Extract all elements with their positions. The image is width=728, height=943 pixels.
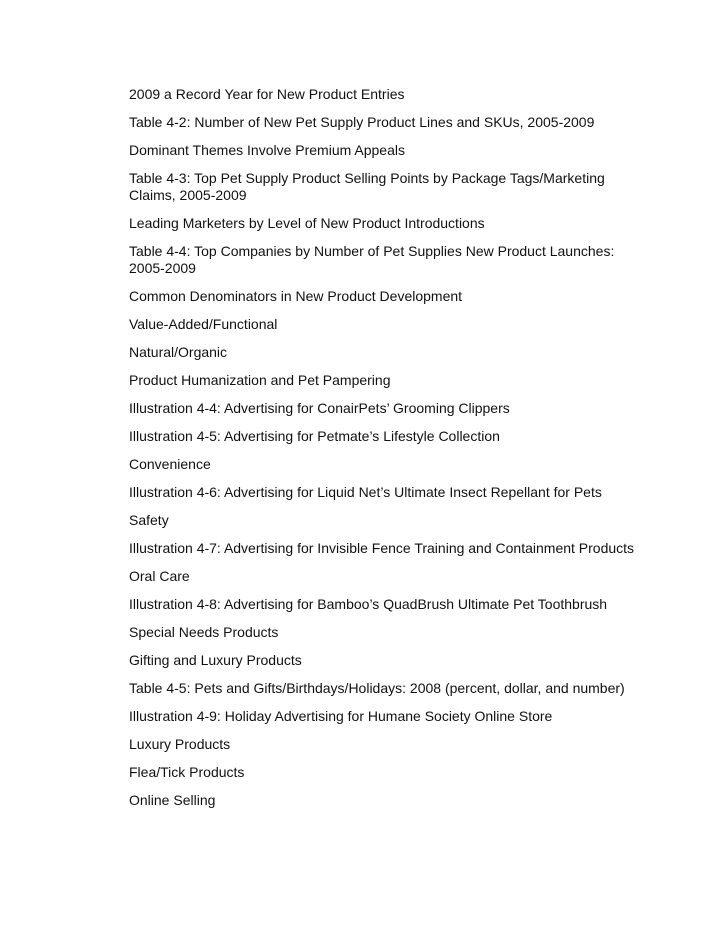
list-item: Oral Care — [129, 568, 190, 584]
list-item: Product Humanization and Pet Pampering — [129, 372, 391, 388]
list-item: Leading Marketers by Level of New Product Introductions — [129, 215, 485, 231]
list-item: Illustration 4-5: Advertising for Petmate’s Lifestyle Collection — [129, 428, 500, 444]
list-item: Table 4-4: Top Companies by Number of Pet Supplies New Product Launches: 2005-2009 — [129, 243, 615, 276]
list-item: Illustration 4-7: Advertising for Invisible Fence Training and Containment Products — [129, 540, 635, 556]
list-item: Common Denominators in New Product Development — [129, 288, 463, 304]
list-item: Natural/Organic — [129, 344, 228, 360]
list-item: 2009 a Record Year for New Product Entries — [129, 86, 405, 102]
list-item: Value-Added/Functional — [129, 316, 278, 332]
list-item: Luxury Products — [129, 736, 231, 752]
list-item: Table 4-2: Number of New Pet Supply Product Lines and SKUs, 2005-2009 — [129, 114, 595, 130]
list-item: Table 4-5: Pets and Gifts/Birthdays/Holidays: 2008 (percent, dollar, and number) — [129, 680, 625, 696]
contents-list — [129, 86, 649, 820]
list-item: Safety — [129, 512, 169, 528]
list-item: Illustration 4-4: Advertising for ConairPets’ Grooming Clippers — [129, 400, 510, 416]
list-item: Online Selling — [129, 792, 216, 808]
list-item: Illustration 4-9: Holiday Advertising for Humane Society Online Store — [129, 708, 553, 724]
list-item: Table 4-3: Top Pet Supply Product Selling Points by Package Tags/Marketing Claims, 2005-2009 — [129, 170, 605, 203]
list-item: Dominant Themes Involve Premium Appeals — [129, 142, 405, 158]
list-item: Convenience — [129, 456, 211, 472]
list-item: Gifting and Luxury Products — [129, 652, 302, 668]
list-item: Special Needs Products — [129, 624, 279, 640]
list-item: Illustration 4-8: Advertising for Bamboo’s QuadBrush Ultimate Pet Toothbrush — [129, 596, 608, 612]
list-item: Illustration 4-6: Advertising for Liquid Net’s Ultimate Insect Repellant for Pets — [129, 484, 602, 500]
list-item: Flea/Tick Products — [129, 764, 245, 780]
